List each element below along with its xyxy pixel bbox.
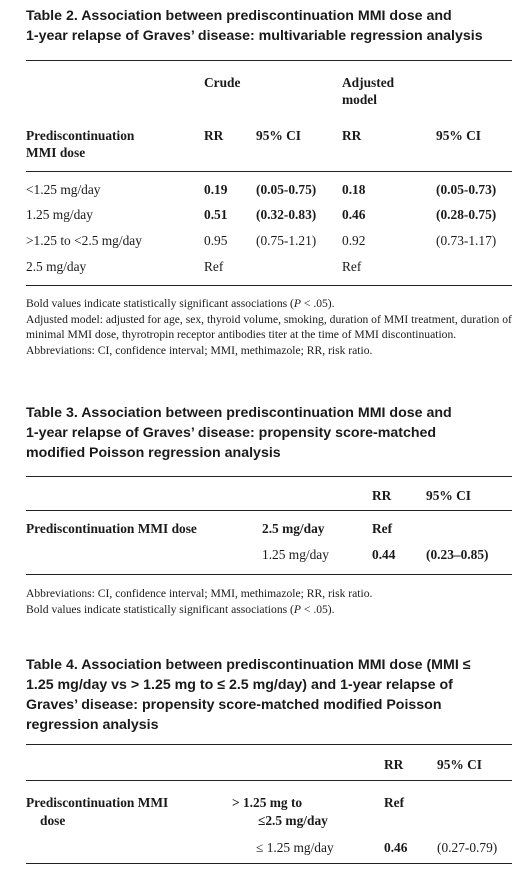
table2-footnote-bold: Bold values indicate statistically significant associations (P < .05). <box>26 297 335 310</box>
table3-row-header: Prediscontinuation MMI dose <box>26 521 197 536</box>
table4-row1-dose-1: > 1.25 mg to <box>232 795 303 810</box>
table2-col-ci-crude: 95% CI <box>256 128 302 143</box>
table2-row3-ci-crude: (0.75-1.21) <box>256 233 317 248</box>
table2-row3-rr-adjusted: 0.92 <box>342 233 366 248</box>
table3-row2-ci: (0.23–0.85) <box>426 547 489 562</box>
table2-row2-dose: 1.25 mg/day <box>26 207 93 222</box>
table4-col-ci: 95% CI <box>437 757 483 772</box>
table2-bottom-rule <box>26 285 512 286</box>
table4-row1-rr: Ref <box>384 795 405 810</box>
table2-col-rr-crude: RR <box>204 128 224 143</box>
table2-row1-ci-adjusted: (0.05-0.73) <box>436 182 497 197</box>
table3-header-rule <box>26 510 512 511</box>
table4-header-rule <box>26 780 512 781</box>
table2-footnote-adjusted: Adjusted model: adjusted for age, sex, thyroid volume, smoking, duration of MMI treatment, duration of minimal MMI dose, thyrotropin receptor antibodies titer at the time of MMI discontinuation. <box>26 312 512 341</box>
table3-row2-dose: 1.25 mg/day <box>262 547 329 562</box>
table3-col-rr: RR <box>372 488 392 503</box>
table2-row-header-1: Prediscontinuation <box>26 128 135 143</box>
table2-row3-rr-crude: 0.95 <box>204 233 228 248</box>
table3-footnote-bold: Bold values indicate statistically significant associations (P < .05). <box>26 602 335 616</box>
table4-row2-ci: (0.27-0.79) <box>437 840 498 855</box>
table2-group-adjusted-2: model <box>342 92 377 107</box>
table2-row4-rr-adjusted: Ref <box>342 259 362 274</box>
table3-title: Table 3. Association between prediscontinuation MMI dose and 1-year relapse of Graves’ disease: propensity score-matched modified Poisson regression analysis <box>26 405 452 461</box>
table4-row1-dose-2: ≤2.5 mg/day <box>258 813 328 828</box>
table3-footnote-abbreviations: Abbreviations: CI, confidence interval; MMI, methimazole; RR, risk ratio. <box>26 587 373 600</box>
table2-group-crude: Crude <box>204 75 241 90</box>
table2-col-rr-adjusted: RR <box>342 128 362 143</box>
table4-bottom-rule <box>26 863 512 864</box>
table3-row1-rr: Ref <box>372 521 393 536</box>
table4-row-header-2: dose <box>40 813 66 828</box>
table2-group-adjusted-1: Adjusted <box>342 75 395 90</box>
table2-row2-ci-crude: (0.32-0.83) <box>256 207 317 222</box>
table2-footnotes <box>26 296 516 358</box>
table4-row2-dose: ≤ 1.25 mg/day <box>256 840 334 855</box>
table2-row4-rr-crude: Ref <box>204 259 224 274</box>
table2-col-ci-adjusted: 95% CI <box>436 128 482 143</box>
table3-row1-dose: 2.5 mg/day <box>262 521 325 536</box>
table4-col-rr: RR <box>384 757 404 772</box>
table2-title: Table 2. Association between prediscontinuation MMI dose and 1-year relapse of Graves’ disease: multivariable regression analysis <box>26 8 483 44</box>
table2-row3-dose: >1.25 to <2.5 mg/day <box>26 233 142 248</box>
table2-row2-rr-adjusted: 0.46 <box>342 207 366 222</box>
table2-row1-ci-crude: (0.05-0.75) <box>256 182 317 197</box>
table2-row2-ci-adjusted: (0.28-0.75) <box>436 207 497 222</box>
table3-top-rule <box>26 476 512 477</box>
table2-row1-dose: <1.25 mg/day <box>26 182 101 197</box>
table4-row-header-1: Prediscontinuation MMI <box>26 795 169 810</box>
table4-title: Table 4. Association between prediscontinuation MMI dose (MMI ≤ 1.25 mg/day vs > 1.25 mg to ≤ 2.5 mg/day) and 1-year relapse of Graves’ disease: propensity score-matched modified Poisson regression analysis <box>26 657 471 733</box>
table2-row1-rr-adjusted: 0.18 <box>342 182 366 197</box>
table3-bottom-rule <box>26 574 512 575</box>
table2-row2-rr-crude: 0.51 <box>204 207 228 222</box>
table3-col-ci: 95% CI <box>426 488 472 503</box>
table2-row1-rr-crude: 0.19 <box>204 182 228 197</box>
table3-footnotes <box>26 586 516 617</box>
table2-row-header-2: MMI dose <box>26 145 86 160</box>
table2-row4-dose: 2.5 mg/day <box>26 259 87 274</box>
table2-header-rule <box>26 171 512 172</box>
table2-row3-ci-adjusted: (0.73-1.17) <box>436 233 497 248</box>
table2-top-rule <box>26 60 512 61</box>
table2-footnote-abbreviations: Abbreviations: CI, confidence interval; MMI, methimazole; RR, risk ratio. <box>26 343 373 357</box>
table4-top-rule <box>26 744 512 745</box>
table4-row2-rr: 0.46 <box>384 840 408 855</box>
table3-row2-rr: 0.44 <box>372 547 396 562</box>
